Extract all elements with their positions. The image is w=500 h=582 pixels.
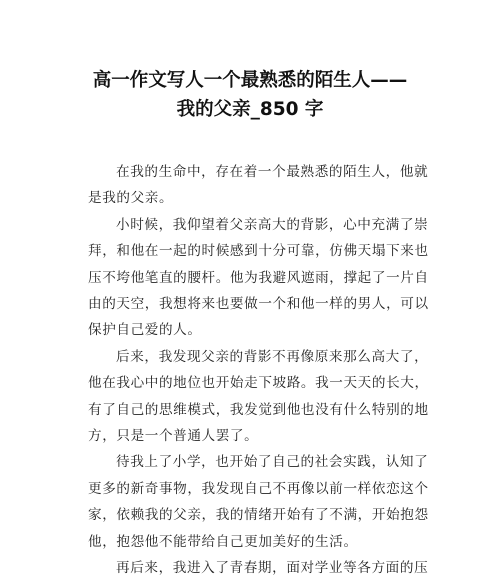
text-line: 他，抱怨他不能带给自己更加美好的生活。 [88,533,358,550]
text-line: 在我的生命中，存在着一个最熟悉的陌生人，他就 [116,164,429,180]
text-line: 更多的新奇事物，我发现自己不再像以前一样依恋这个 [88,480,429,497]
document-title [88,66,412,124]
paragraph-4 [88,449,429,555]
text-line: 再后来，我进入了青春期，面对学业等各方面的压 [116,560,429,577]
paragraph-1 [88,159,429,212]
paragraph-5 [88,555,429,581]
text-line: 有了自己的思维模式，我发觉到他也没有什么特别的地 [88,401,429,418]
text-line: 方，只是一个普通人罢了。 [88,428,259,445]
text-line: 待我上了小学，也开始了自己的社会实践，认知了 [116,454,429,471]
text-line: 小时候，我仰望着父亲高大的背影，心中充满了崇 [116,216,429,233]
text-line: 是我的父亲。 [88,190,174,207]
text-line: 压不垮他笔直的腰杆。他为我避风遮雨，撑起了一片自 [88,269,429,286]
title-line: 我的父亲_850 字 [176,99,324,120]
title-line: 高一作文写人一个最熟悉的陌生人—— [92,70,408,91]
text-line: 后来，我发现父亲的背影不再像原来那么高大了， [116,348,429,365]
document-body [88,159,429,582]
text-line: 他在我心中的地位也开始走下坡路。我一天天的长大， [88,375,429,392]
text-line: 家，依赖我的父亲，我的情绪开始有了不满，开始抱怨 [88,507,429,524]
paragraph-3 [88,344,429,450]
text-line: 保护自己爱的人。 [88,322,202,339]
text-line: 拜，和他在一起的时候感到十分可靠，仿佛天塌下来也 [88,243,429,260]
paragraph-2 [88,212,429,344]
text-line: 由的天空，我想将来也要做一个和他一样的男人，可以 [88,296,429,313]
